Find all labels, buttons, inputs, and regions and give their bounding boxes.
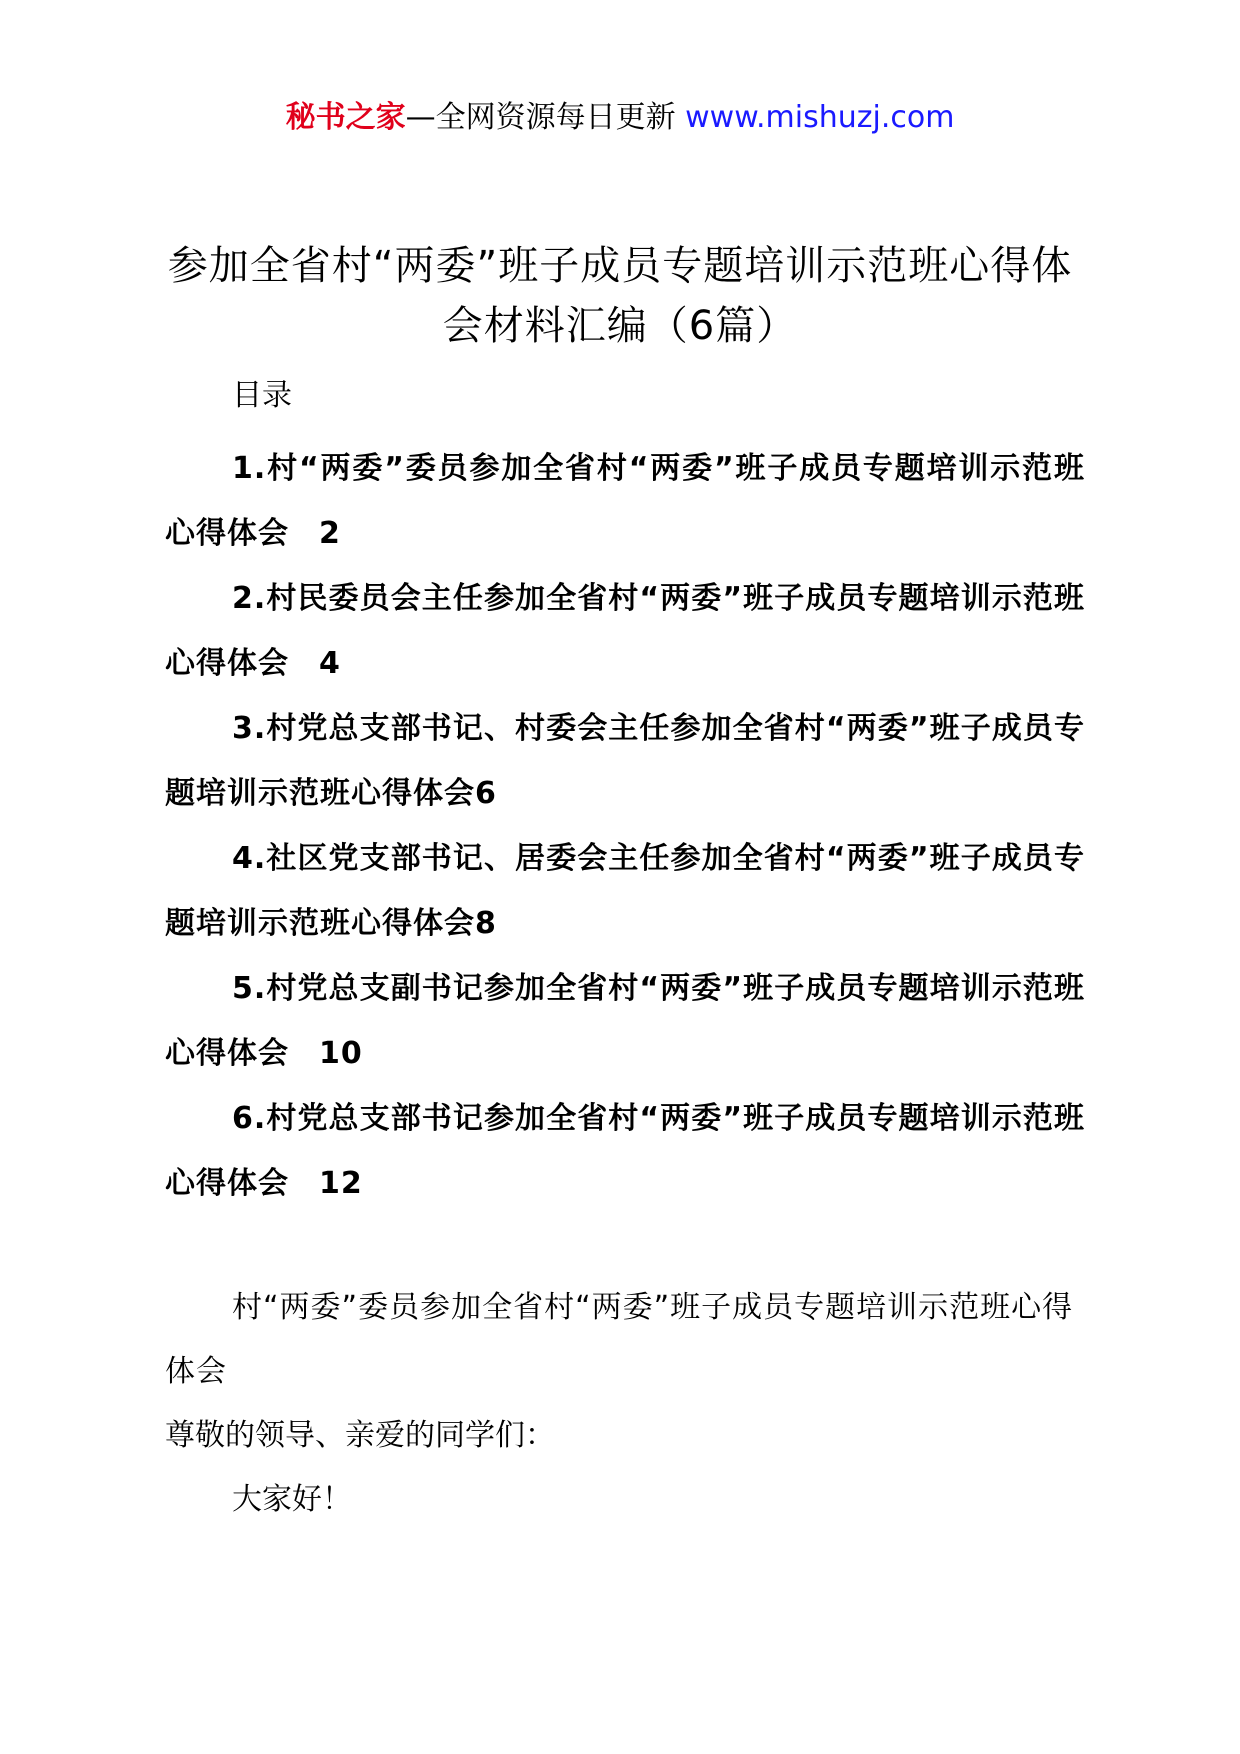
toc-item-page: 10	[319, 1036, 363, 1071]
toc-item-page: 12	[319, 1166, 363, 1201]
body-text	[165, 1276, 1085, 1532]
section-title: 村“两委”委员参加全省村“两委”班子成员专题培训示范班心得体会	[165, 1290, 1074, 1389]
header-slogan: —全网资源每日更新	[405, 100, 676, 135]
toc-item-text: 6.村党总支部书记参加全省村“两委”班子成员专题培训示范班心得体会	[165, 1101, 1085, 1201]
toc-item-2[interactable]	[165, 566, 1085, 696]
toc-item-text: 5.村党总支副书记参加全省村“两委”班子成员专题培训示范班心得体会	[165, 971, 1085, 1071]
document-title: 参加全省村“两委”班子成员专题培训示范班心得体会材料汇编（6篇）	[167, 243, 1073, 349]
toc-item-text: 4.社区党支部书记、居委会主任参加全省村“两委”班子成员专题培训示范班心得体会	[165, 841, 1085, 941]
toc-item-3[interactable]	[165, 696, 1085, 826]
brand-name: 秘书之家	[285, 100, 406, 135]
toc-item-6[interactable]	[165, 1086, 1085, 1216]
toc-item-text: 1.村“两委”委员参加全省村“两委”班子成员专题培训示范班心得体会	[165, 451, 1085, 551]
toc-item-text: 2.村民委员会主任参加全省村“两委”班子成员专题培训示范班心得体会	[165, 581, 1085, 681]
toc-item-5[interactable]	[165, 956, 1085, 1086]
toc-item-page: 8	[475, 906, 497, 941]
toc-label: 目录	[232, 378, 292, 413]
site-url-link[interactable]: www.mishuzj.com	[685, 100, 955, 135]
site-header	[0, 98, 1240, 138]
salutation: 尊敬的领导、亲爱的同学们：	[165, 1418, 555, 1453]
toc-item-4[interactable]	[165, 826, 1085, 956]
greeting: 大家好！	[232, 1482, 352, 1517]
toc-item-1[interactable]	[165, 436, 1085, 566]
table-of-contents	[165, 436, 1085, 1216]
toc-item-page: 6	[475, 776, 497, 811]
toc-item-text: 3.村党总支部书记、村委会主任参加全省村“两委”班子成员专题培训示范班心得体会	[165, 711, 1085, 811]
toc-item-page: 2	[319, 516, 341, 551]
toc-item-page: 4	[319, 646, 341, 681]
